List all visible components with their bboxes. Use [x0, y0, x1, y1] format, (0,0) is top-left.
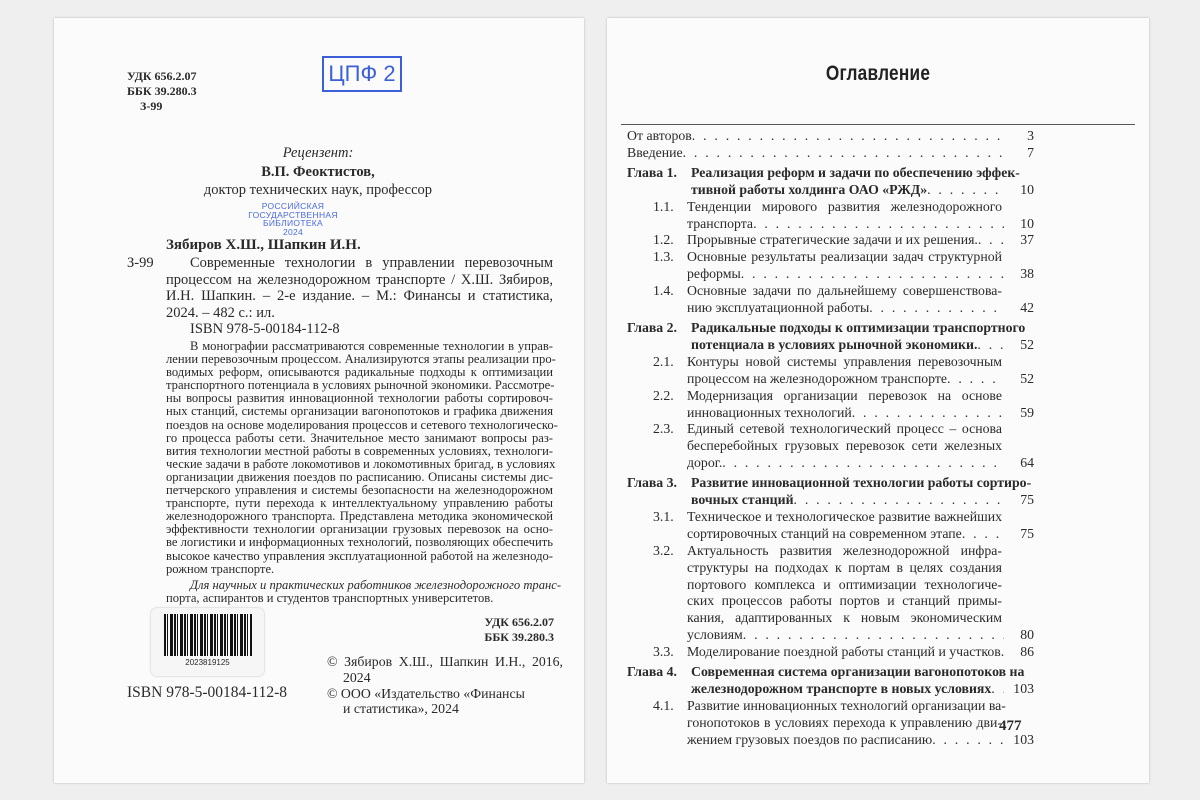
bbk-code-bottom: ББК 39.280.3 — [484, 630, 554, 644]
toc-entry-number: 1.2. — [653, 232, 674, 248]
toc-entry-line: Техническое и технологическое развитие важнейших — [687, 508, 1002, 524]
copyright-line: © Зябиров Х.Ш., Шапкин И.Н., 2016, — [327, 654, 563, 669]
toc-entry-line: Развитие инновационных технологий организации ва- — [687, 697, 1006, 713]
toc-entry[interactable] — [627, 644, 1034, 661]
toc-entry[interactable] — [627, 232, 1034, 249]
toc-entry-number: Глава 3. — [627, 475, 678, 491]
biblio-line: Современные технологии в управлении перевозочным — [190, 255, 553, 271]
toc-entry[interactable] — [627, 475, 1034, 509]
dot-leader — [741, 266, 1004, 283]
toc-page-number: 52 — [1020, 370, 1034, 386]
toc-page-number: 10 — [1020, 215, 1034, 231]
abstract-line: ческие задачи в работе локомотивов и локомотивных бригад, в условиях — [166, 456, 556, 471]
library-stamp-line: РОССИЙСКАЯ — [261, 201, 325, 211]
abstract-line: организации движения поездов по расписанию. Описаны системы дис- — [166, 469, 553, 484]
toc-entry[interactable] — [627, 509, 1034, 543]
toc-entry-line: Введение — [627, 144, 683, 160]
udk-code: УДК 656.2.07 — [127, 69, 197, 83]
toc-page-number: 38 — [1020, 266, 1034, 282]
toc-entry-number: Глава 1. — [627, 164, 678, 180]
toc-entry-line: гонопотоков в условиях перехода к управлению дви- — [687, 714, 1002, 730]
toc-page-number: 103 — [1013, 681, 1034, 696]
barcode-sticker — [151, 608, 264, 676]
toc-page-number: 52 — [1020, 336, 1034, 352]
barcode-number: 2023819125 — [185, 658, 230, 667]
toc-entry[interactable] — [627, 165, 1034, 199]
toc-entry[interactable] — [627, 388, 1034, 422]
toc-entry-number: 3.1. — [653, 508, 674, 524]
toc-entry-number: Глава 4. — [627, 664, 678, 680]
toc-entry[interactable] — [627, 249, 1034, 283]
toc-entry-line: Развитие инновационной технологии работы сортиро- — [691, 475, 1032, 491]
toc-page-number: 7 — [1027, 144, 1034, 160]
toc-entry-line: структуры на подходах к портам в целях создания — [687, 559, 1002, 575]
toc-entry-line: Радикальные подходы к оптимизации транспортного — [691, 319, 1026, 335]
toc-page-number: 42 — [1020, 300, 1034, 316]
dot-leader — [852, 405, 1004, 422]
dot-leader — [869, 300, 1004, 317]
toc-entry-line: Реализация реформ и задачи по обеспечению эффек- — [691, 164, 1020, 180]
toc-entry-line: жением грузовых поездов по расписанию — [687, 731, 933, 747]
authors-heading: Зябиров Х.Ш., Шапкин И.Н. — [166, 237, 361, 253]
page-number: 477 — [999, 718, 1022, 734]
toc-entry-number: Глава 2. — [627, 319, 678, 335]
library-stamp-line: 2024 — [282, 226, 304, 237]
toc-entry-number: 1.3. — [653, 249, 674, 265]
toc-page-number: 80 — [1020, 627, 1034, 643]
toc-entry-line: условиям — [687, 627, 743, 643]
toc-entry[interactable] — [627, 664, 1034, 698]
copyright-line: и статистика», 2024 — [343, 701, 459, 717]
toc-entry-line: железнодорожном транспорте в новых условиях — [691, 681, 992, 696]
toc-page-number: 59 — [1020, 404, 1034, 420]
toc-entry[interactable] — [627, 698, 1034, 749]
dot-leader — [753, 216, 1004, 233]
abstract-line: ве логистики и информационных технологий, позволяющих обеспечить — [166, 535, 553, 550]
abstract — [166, 339, 562, 605]
bbk-code: ББК 39.280.3 — [127, 84, 197, 98]
copyright-line: 2024 — [343, 669, 371, 685]
toc-entry[interactable] — [627, 145, 1034, 162]
dot-leader — [947, 371, 1004, 388]
right-page — [607, 18, 1149, 783]
author-mark-2: З-99 — [127, 255, 154, 271]
barcode-icon — [164, 614, 252, 656]
abstract-line: В монографии рассматриваются современные технологии в управ- — [190, 339, 553, 353]
dot-leader — [977, 337, 1004, 354]
abstract-line: поездов на основе моделирования процессов и сетевого технологическо- — [166, 417, 558, 432]
abstract-line: лении перевозочным процессом. Анализируются этапы реализации про- — [166, 352, 556, 367]
toc-entry-line: Основные результаты реализации задач структурной — [687, 249, 1002, 265]
toc-entry[interactable] — [627, 128, 1034, 145]
abstract-line: го процесса работы сети. Значительное место занимают вопросы раз- — [166, 430, 553, 445]
dot-leader — [991, 681, 1004, 698]
dot-leader — [932, 732, 1004, 749]
copyright-block — [327, 654, 563, 717]
abstract-line: ны вопросы развития инновационной технологии работы сортировоч- — [166, 391, 553, 406]
toc-entry[interactable] — [627, 283, 1034, 317]
dot-leader — [962, 526, 1004, 543]
divider — [621, 124, 1135, 125]
toc-entry-line: реформы — [687, 266, 741, 282]
reviewer-block — [164, 144, 472, 200]
toc-entry-line: бесперебойных грузовых перевозок сети железных — [687, 438, 1002, 454]
reviewer-title: доктор технических наук, профессор — [203, 182, 433, 198]
classification-block — [127, 69, 197, 114]
abstract-line: рожном транспорте. — [166, 561, 275, 576]
library-stamp-line: БИБЛИОТЕКА — [262, 218, 324, 228]
toc-page-number: 10 — [1020, 181, 1034, 197]
dot-leader — [683, 145, 1004, 162]
copyright-line: © ООО «Издательство «Финансы — [327, 685, 525, 701]
reviewer-label: Рецензент: — [282, 145, 354, 161]
toc-entry-line: Тенденции мирового развития железнодорожного — [687, 198, 1002, 214]
table-of-contents — [627, 128, 1034, 749]
abstract-line: высокое качество управления эксплуатационной работой на железнодо- — [166, 548, 553, 563]
toc-entry-line: Контуры новой системы управления перевозочным — [687, 353, 1002, 369]
toc-entry-number: 3.2. — [653, 542, 674, 558]
toc-entry-line: тивной работы холдинга ОАО «РЖД» — [691, 181, 928, 197]
toc-entry-number: 3.3. — [653, 644, 674, 660]
classification-block-bottom — [434, 615, 554, 645]
bibliographic-description — [166, 255, 553, 338]
library-stamp-line: ГОСУДАРСТВЕННАЯ — [248, 209, 338, 220]
toc-entry-number: 1.1. — [653, 198, 674, 214]
toc-entry[interactable] — [627, 354, 1034, 388]
dot-leader — [978, 232, 1004, 249]
audience-line: порта, аспирантов и студентов транспортных университетов. — [166, 590, 494, 605]
abstract-line: водимых реформ, описываются радикальные подходы к оптимизации — [166, 365, 553, 380]
biblio-line: процессом на железнодорожном транспорте / Х.Ш. Зябиров, — [166, 271, 553, 288]
toc-entry-line: транспорта — [687, 215, 754, 231]
toc-entry-line: процессом на железнодорожном транспорте — [687, 370, 948, 386]
toc-entry-line: Моделирование поездной работы станций и участков. — [687, 644, 1005, 660]
isbn-bottom: ISBN 978-5-00184-112-8 — [127, 684, 288, 701]
toc-page-number: 75 — [1020, 525, 1034, 541]
abstract-line: транспортного потенциала в условиях рыночной экономики. Рассмотре- — [166, 378, 555, 393]
abstract-line: петчерского управления и системы безопасности на железнодорожном — [166, 483, 553, 498]
reviewer-name: В.П. Феоктистов, — [261, 163, 375, 180]
udk-code-bottom: УДК 656.2.07 — [484, 615, 554, 629]
toc-page-number: 37 — [1020, 232, 1034, 248]
toc-entry-number: 4.1. — [653, 697, 674, 713]
library-stamp — [234, 202, 352, 236]
toc-page-number: 86 — [1020, 644, 1034, 660]
biblio-line: И.Н. Шапкин. – 2-е издание. – М.: Финансы и статистика, — [166, 288, 553, 304]
toc-entry-line: кания, адаптированных к новым экономическим — [687, 610, 1002, 626]
toc-entry-line: дорог. — [687, 455, 723, 471]
toc-entry-line: Современная система организации вагонопотоков на — [691, 664, 1025, 680]
left-page — [54, 18, 584, 783]
dot-leader — [927, 182, 1004, 199]
abstract-line: эффективности технологии организации грузовых перевозок на осно- — [166, 522, 553, 537]
abstract-line: железнодорожного транспорта. Представлена методика экономической — [166, 509, 553, 524]
biblio-line: 2024. – 482 с.: ил. — [166, 304, 275, 321]
toc-entry-number: 1.4. — [653, 283, 674, 299]
toc-entry-line: инновационных технологий — [687, 404, 852, 420]
toc-entry-line: Основные задачи по дальнейшему совершенствова- — [687, 283, 1002, 299]
toc-entry[interactable] — [627, 199, 1034, 233]
toc-entry-line: Прорывные стратегические задачи и их решения. — [687, 232, 978, 248]
toc-entry-line: Модернизация организации перевозок на основе — [687, 387, 1002, 403]
dot-leader — [722, 455, 1004, 472]
toc-entry[interactable] — [627, 543, 1034, 644]
toc-entry-line: Актуальность развития железнодорожной инфра- — [687, 542, 1002, 558]
toc-entry-number: 2.2. — [653, 387, 674, 403]
isbn: ISBN 978-5-00184-112-8 — [190, 321, 340, 337]
toc-entry-number: 2.1. — [653, 353, 674, 369]
cpf-stamp: ЦПФ 2 — [322, 56, 402, 92]
toc-entry-line: Единый сетевой технологический процесс – основа — [687, 421, 1002, 437]
toc-page-number: 75 — [1020, 492, 1034, 508]
author-mark: З-99 — [140, 99, 163, 113]
toc-entry[interactable] — [627, 421, 1034, 472]
toc-title: Оглавление — [825, 62, 931, 85]
toc-entry-line: вочных станций — [691, 492, 794, 508]
toc-page-number: 64 — [1020, 455, 1034, 471]
toc-entry-line: ских процессов работы портов и станций примы- — [687, 593, 1002, 609]
toc-page-number: 3 — [1027, 128, 1034, 143]
toc-entry-number: 2.3. — [653, 421, 674, 437]
abstract-line: транспорте, пути перехода к интеллектуальному управлению работы — [166, 496, 553, 511]
toc-entry-line: портового комплекса и оптимизации технологиче- — [687, 576, 1002, 592]
toc-entry-line: потенциала в условиях рыночной экономики. — [691, 336, 978, 352]
dot-leader — [692, 128, 1004, 145]
dot-leader — [794, 492, 1004, 509]
toc-entry[interactable] — [627, 320, 1034, 354]
toc-page-number: 103 — [1013, 731, 1034, 747]
dot-leader — [743, 627, 1004, 644]
abstract-line: ных станций, системы организации вагонопотоков и графика движения — [166, 404, 553, 419]
abstract-line: вития технологии местной работы в современных условиях, технологи- — [166, 443, 553, 458]
toc-entry-line: От авторов — [627, 128, 692, 143]
toc-entry-line: нию эксплуатационной работы — [687, 300, 870, 316]
audience-line: Для научных и практических работников железнодорожного транс- — [190, 577, 562, 592]
toc-entry-line: сортировочных станций на современном этапе — [687, 525, 962, 541]
